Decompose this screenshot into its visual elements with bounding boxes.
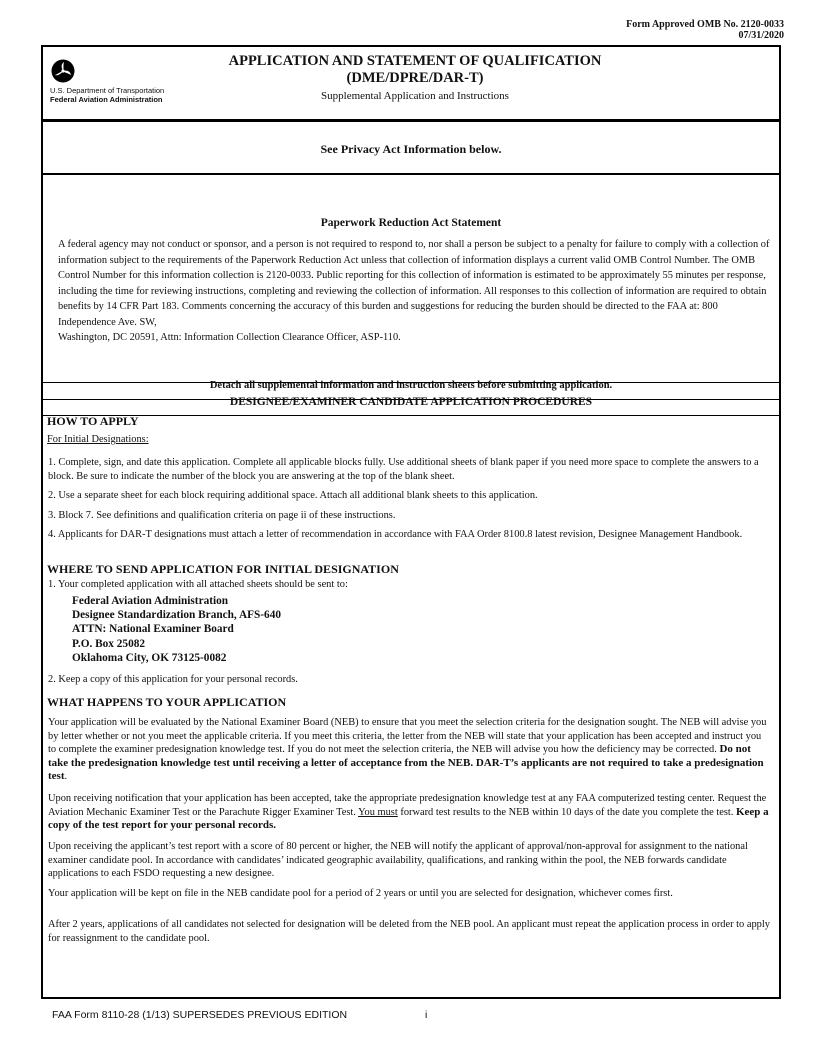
privacy-note: See Privacy Act Information below. [320,142,502,156]
paragraph-end: . [64,771,68,783]
you-must-text: You must [358,806,398,818]
what-happens-paragraph-5: After 2 years, applications of all candidates not selected for designation will be deleted from the NEB pool. An applicant must repeat the application process in order to apply for reassignment to the candidate pool. [48,919,770,944]
what-happens-paragraph-2 [48,792,770,833]
initial-designations-subheading: For Initial Designations: [47,434,149,445]
address-line: Oklahoma City, OK 73125-0082 [72,651,227,664]
form-footer: FAA Form 8110-28 (1/13) SUPERSEDES PREVIOUS EDITION [52,1009,348,1021]
forward-results-text: forward test results to the NEB within 10 days of the date you complete the test. [400,806,734,818]
what-happens-paragraph-3: Upon receiving the applicant’s test report with a score of 80 percent or higher, the NEB will notify the applicant of approval/non-approval for assignment to the national examiner candidate pool. In accordance with candidates’ indicated geographic availability, qualifications, and ranking within the pool, the NEB forwards candidate applications to each FSDO requesting a new designee. [48,841,748,880]
paperwork-heading: Paperwork Reduction Act Statement [320,217,502,229]
test-instructions-text: Upon receiving notification that your application has been accepted, take the appropriate predesignation knowledge test at any FAA computerized testing center. Request the Aviation Mechanic Examiner Test or the Parachute Rigger Examiner Test. [48,793,767,818]
how-to-apply-item-3: 3. Block 7. See definitions and qualification criteria on page ii of these instructions. [48,510,396,521]
address-line: ATTN: National Examiner Board [72,623,234,636]
paperwork-text-address: Washington, DC 20591, Attn: Information Collection Clearance Officer, ASP-110. [58,332,401,343]
mailing-address [72,594,281,665]
address-line: Federal Aviation Administration [72,595,229,607]
form-title: APPLICATION AND STATEMENT OF QUALIFICATION [228,53,602,69]
paperwork-text: A federal agency may not conduct or sponsor, and a person is not required to respond to, nor shall a person be subject to a penalty for failure to comply with a collection of information subject to the requirements of the Paperwork Reduction Act unless that collection of information displays a current valid OMB Control Number. The OMB Control Number for this information collection is 2120-0033. Public reporting for this collection of information is estimated to be approximately 55 minutes per response, including the time for reviewing instructions, completing and reviewing the collection of information. All responses to this collection of information are required to obtain benefits by 14 CFR Part 183. Comments concerning the accuracy of this burden and suggestions for reducing the burden should be directed to the FAA at: 800 Independence Ave. SW, [58,239,770,328]
agency-name [50,86,164,104]
what-happens-paragraph-1 [48,716,770,784]
keep-copy-note: Keep a copy of the test report for your personal records. [48,805,769,832]
divider-procedures [41,415,781,416]
address-line: P.O. Box 25082 [72,637,146,650]
omb-expiration: 07/31/2020 [738,30,784,41]
detach-note: Detach all supplemental information and instruction sheets before submitting application. [209,380,613,391]
form-subtitle: Supplemental Application and Instructions [321,90,509,102]
how-to-apply-item-1: 1. Complete, sign, and date this application. Complete all applicable blocks fully. Use additional sheets of blank paper if you need more space to complete the answers to a block. Be sure to indicate the number of the block you are answering at the top of the blank sheet. [48,457,759,482]
form-title-designations: (DME/DPRE/DAR-T) [346,70,484,86]
where-to-send-heading: WHERE TO SEND APPLICATION FOR INITIAL DESIGNATION [47,562,399,576]
page-number: i [425,1009,428,1021]
neb-evaluation-text: Your application will be evaluated by the National Examiner Board (NEB) to ensure that you meet the selection criteria for the designation sought. The NEB will advise you by letter whether or not you meet the applicable criteria. If you meet this criteria, the letter from the NEB will state that your application has been accepted and instruct you to complete the examiner predesignation knowledge test. If you do not meet the selection criteria, the NEB will advise you how the deficiency may be corrected. [48,717,767,756]
knowledge-test-warning: Do not take the predesignation knowledge test until receiving a letter of acceptance from the NEB. DAR-T’s applicants are not required to take a predesignation test [48,743,764,783]
omb-approval [626,19,784,41]
procedures-heading: DESIGNEE/EXAMINER CANDIDATE APPLICATION PROCEDURES [229,396,593,408]
divider-header [41,119,781,122]
agency-line2: Federal Aviation Administration [50,95,163,104]
what-happens-heading: WHAT HAPPENS TO YOUR APPLICATION [47,695,287,709]
how-to-apply-item-4: 4. Applicants for DAR-T designations must attach a letter of recommendation in accordance with FAA Order 8100.8 latest revision, Designee Management Handbook. [48,529,743,540]
address-line: Designee Standardization Branch, AFS-640 [72,609,282,622]
where-to-send-item-1: 1. Your completed application with all attached sheets should be sent to: [48,579,348,590]
divider-privacy [41,173,781,175]
dot-triskelion-icon [51,59,75,83]
how-to-apply-heading: HOW TO APPLY [47,414,139,428]
where-to-send-item-2: 2. Keep a copy of this application for your personal records. [48,674,298,685]
how-to-apply-item-2: 2. Use a separate sheet for each block requiring additional space. Attach all additional blank sheets to this application. [48,490,538,501]
agency-line1: U.S. Department of Transportation [50,86,165,95]
omb-number: Form Approved OMB No. 2120-0033 [626,19,784,30]
what-happens-paragraph-4: Your application will be kept on file in the NEB candidate pool for a period of 2 years or until you are selected for designation, whichever comes first. [48,888,673,899]
